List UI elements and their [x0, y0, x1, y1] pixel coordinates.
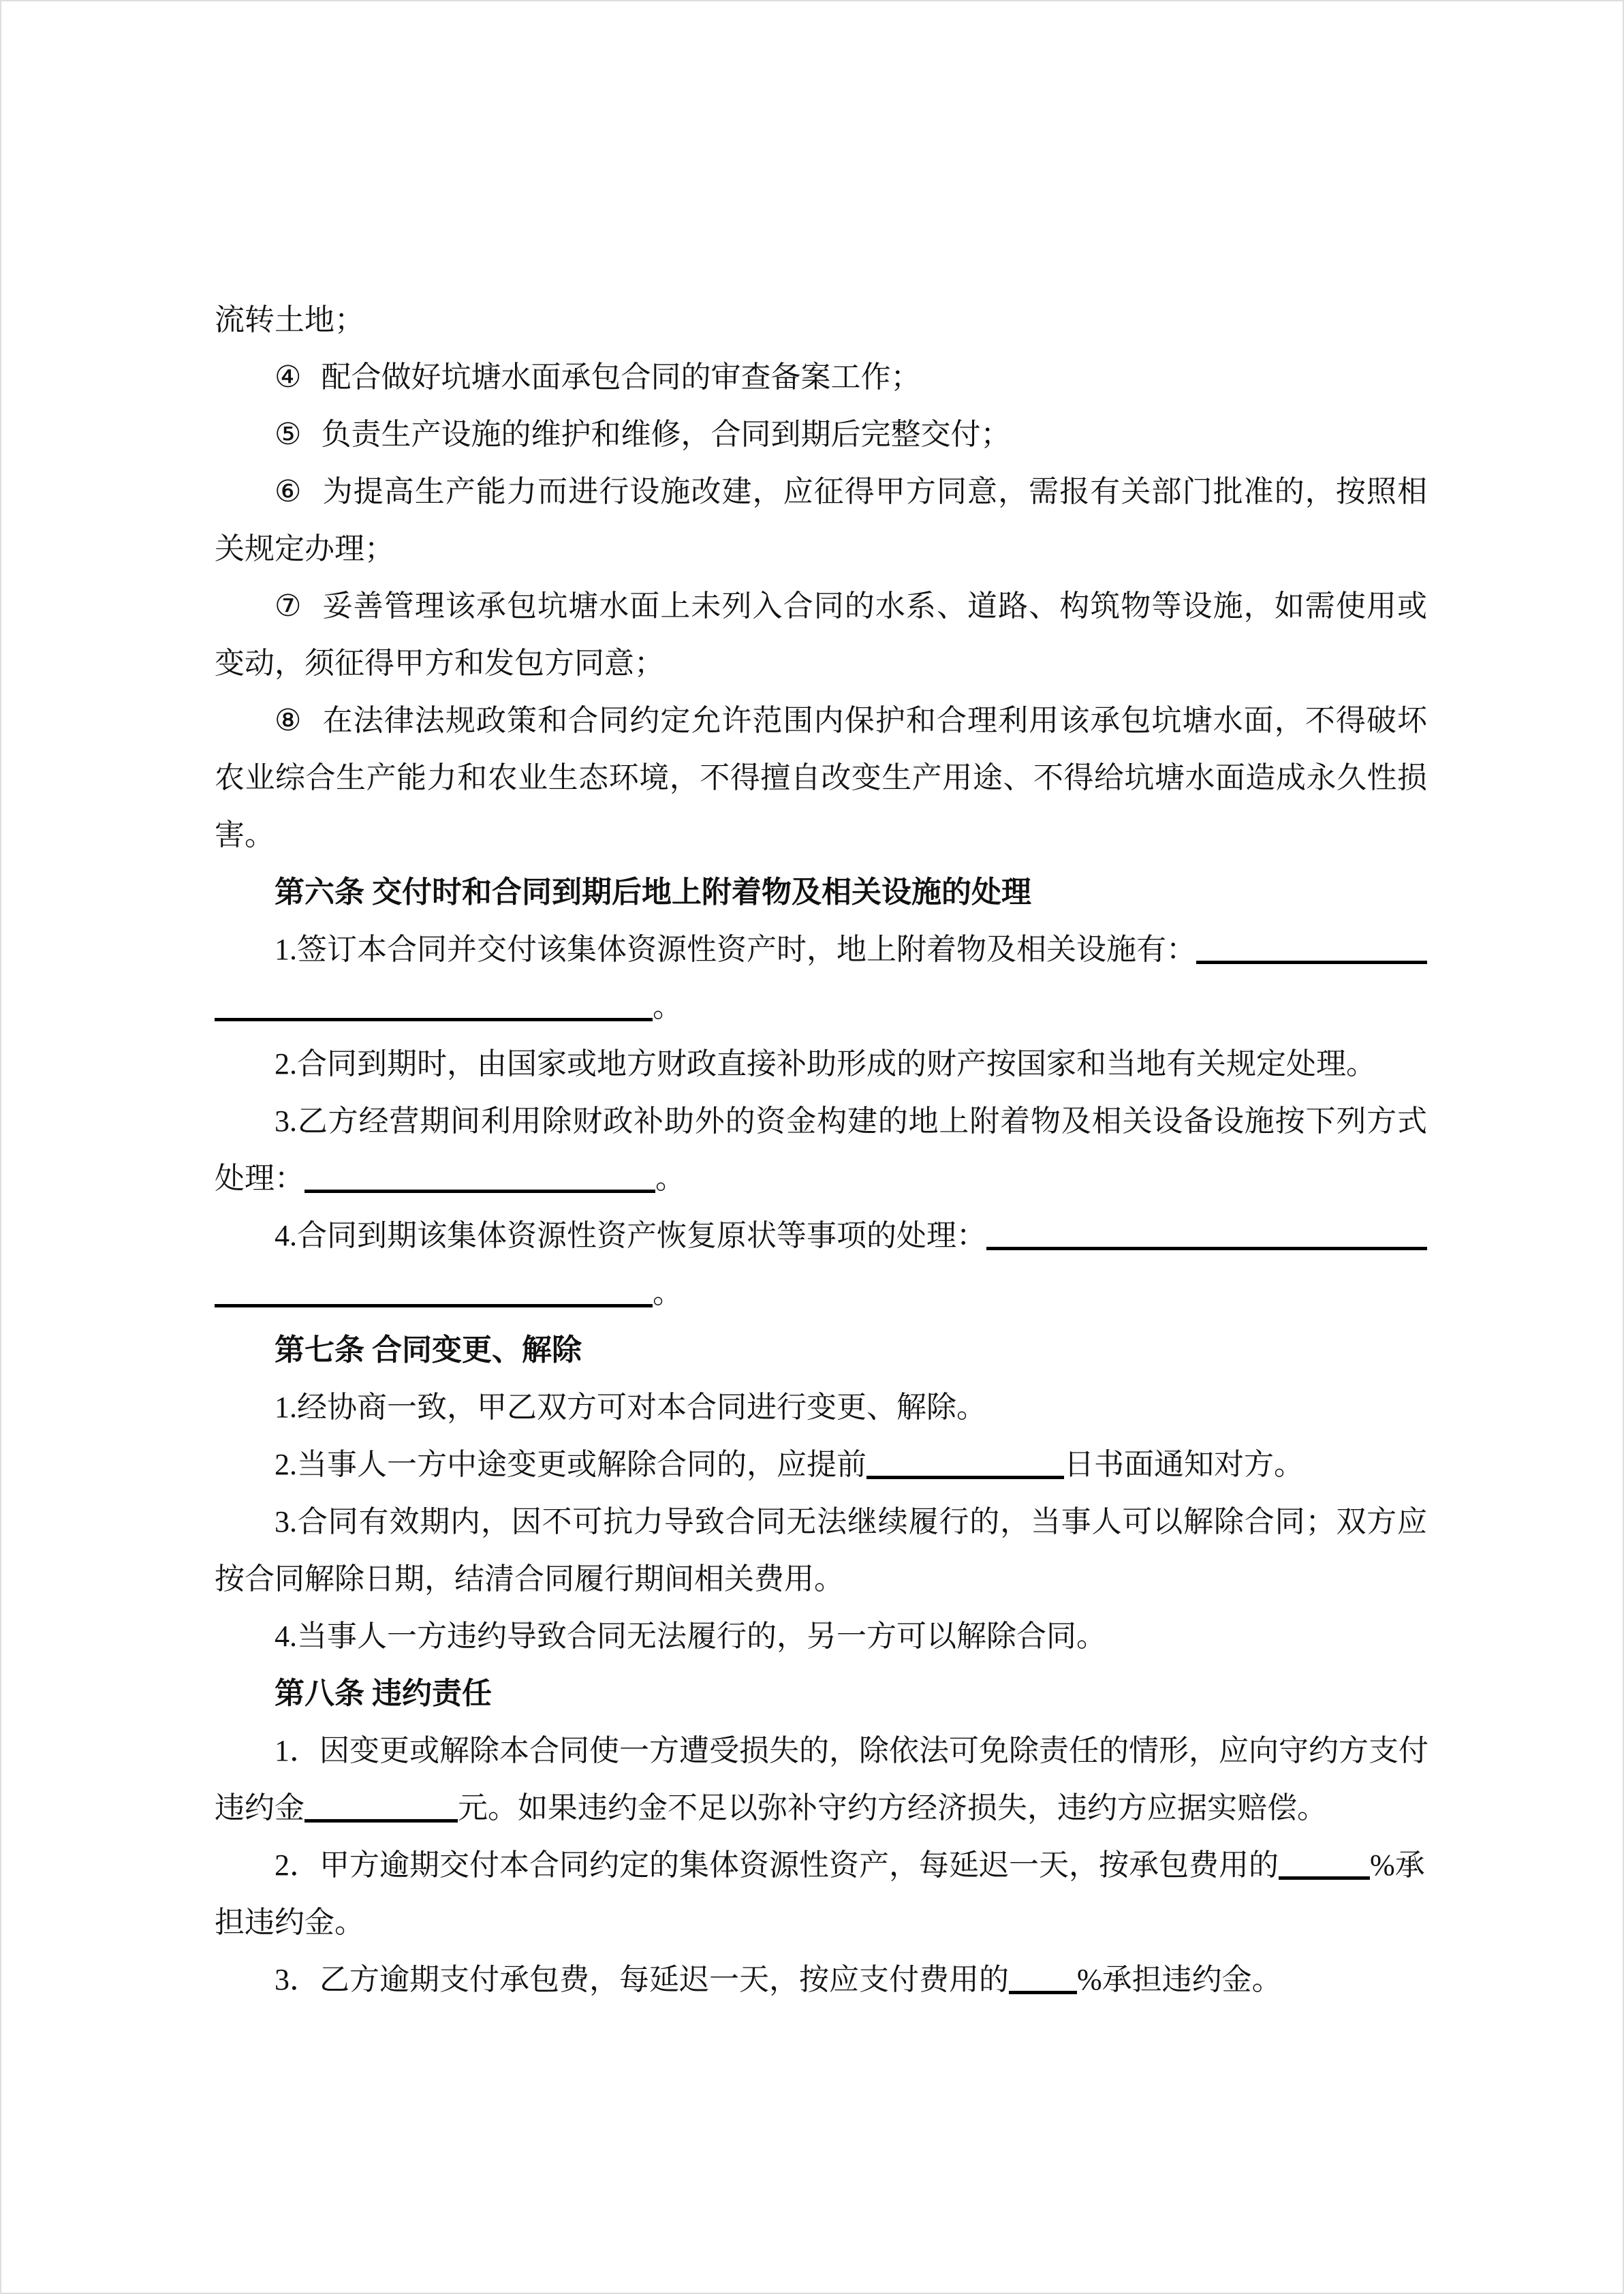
blank-field	[866, 1453, 1064, 1479]
section-heading	[215, 1322, 1427, 1379]
text-run: 妥善管理该承包坑塘水面上未列入合同的水系、道路、构筑物等设施，如需使用或	[322, 589, 1427, 623]
text-run: 4.合同到期该集体资源性资产恢复原状等事项的处理：	[275, 1219, 986, 1252]
text-run: 负责生产设施的维护和维修，合同到期后完整交付；	[321, 418, 1011, 451]
text-run: ⑧	[275, 704, 302, 737]
document-line	[215, 521, 1427, 578]
text-run: 1.经协商一致，甲乙双方可对本合同进行变更、解除。	[275, 1391, 986, 1424]
section-heading	[215, 1665, 1427, 1722]
text-run: ⑦	[275, 589, 302, 623]
document-line	[215, 1379, 1427, 1436]
text-run: 2．甲方逾期交付本合同约定的集体资源性资产，每延迟一天，按承包费用的	[275, 1848, 1279, 1882]
text-run: 为提高生产能力而进行设施改建，应征得甲方同意，需报有关部门批准的，按照相	[322, 475, 1427, 508]
text-run: 3．乙方逾期支付承包费，每延迟一天，按应支付费用的	[275, 1963, 1009, 1996]
text-run: 流转土地；	[215, 303, 364, 337]
text-run: 农业综合生产能力和农业生态环境，不得擅自改变生产用途、不得给坑塘水面造成永久性损	[215, 761, 1427, 794]
blank-field	[1279, 1853, 1370, 1880]
text-run: 。	[653, 990, 683, 1023]
document-line	[215, 1894, 1427, 1951]
document-line	[215, 292, 1427, 349]
document-line	[215, 1493, 1427, 1551]
document-line	[215, 1837, 1427, 1894]
text-run: 配合做好坑塘水面承包合同的审查备案工作；	[321, 360, 921, 394]
text-run: 在法律法规政策和合同约定允许范围内保护和合理利用该承包坑塘水面，不得破坏	[322, 704, 1427, 737]
document-line	[215, 807, 1427, 864]
text-run: 第七条 合同变更、解除	[275, 1333, 582, 1367]
blank-field	[215, 1281, 653, 1307]
text-run: 3.合同有效期内，因不可抗力导致合同无法继续履行的，当事人可以解除合同；双方应	[275, 1505, 1427, 1538]
text-run: 2.合同到期时，由国家或地方财政直接补助形成的财产按国家和当地有关规定处理。	[275, 1047, 1376, 1081]
text-run: %承	[1370, 1848, 1425, 1882]
text-run: %承担违约金。	[1077, 1963, 1282, 1996]
document-line	[215, 1551, 1427, 1608]
text-run: 关规定办理；	[215, 532, 394, 565]
document-line	[215, 635, 1427, 692]
text-run: 2.当事人一方中途变更或解除合同的，应提前	[275, 1448, 866, 1481]
text-run: 。	[653, 1276, 683, 1309]
document-line	[215, 1780, 1427, 1837]
document-line	[215, 349, 1427, 406]
text-run: 第六条 交付时和合同到期后地上附着物及相关设施的处理	[275, 875, 1031, 909]
text-run: 第八条 违约责任	[275, 1677, 492, 1710]
text-run: 处理：	[215, 1162, 304, 1195]
text-run: 害。	[215, 818, 275, 852]
document-line	[215, 1207, 1427, 1265]
text-run: 。	[655, 1162, 685, 1195]
blank-field	[1196, 937, 1427, 964]
document-line	[215, 978, 1427, 1036]
text-run: 3.乙方经营期间利用除财政补助外的资金构建的地上附着物及相关设备设施按下列方式	[275, 1104, 1427, 1138]
text-run: ④	[275, 360, 302, 394]
blank-field	[986, 1224, 1427, 1250]
document-line	[215, 1150, 1427, 1207]
document-line	[215, 749, 1427, 807]
document-line	[215, 463, 1427, 521]
document-line	[215, 1951, 1427, 2009]
document-line	[215, 578, 1427, 635]
blank-field	[304, 1166, 655, 1193]
document-line	[215, 406, 1427, 463]
text-run: 变动，须征得甲方和发包方同意；	[215, 647, 664, 680]
text-run: 违约金	[215, 1791, 304, 1825]
document-line	[215, 1036, 1427, 1093]
section-heading	[215, 864, 1427, 921]
text-run: 1．因变更或解除本合同使一方遭受损失的，除依法可免除责任的情形，应向守约方支付	[275, 1734, 1428, 1767]
blank-field	[215, 995, 653, 1021]
text-run: 日书面通知对方。	[1064, 1448, 1304, 1481]
document-line	[215, 1608, 1427, 1665]
document-line	[215, 1265, 1427, 1322]
text-run: 担违约金。	[215, 1906, 364, 1939]
document-line	[215, 692, 1427, 749]
text-run: ⑥	[275, 475, 302, 508]
document-line	[215, 1722, 1427, 1780]
blank-field	[1009, 1968, 1077, 1994]
text-run: 按合同解除日期，结清合同履行期间相关费用。	[215, 1562, 844, 1596]
text-run: 元。如果违约金不足以弥补守约方经济损失，违约方应据实赔偿。	[458, 1791, 1327, 1825]
document-line	[215, 1436, 1427, 1493]
document-line	[215, 921, 1427, 978]
text-run: 4.当事人一方违约导致合同无法履行的，另一方可以解除合同。	[275, 1619, 1106, 1653]
blank-field	[304, 1796, 458, 1823]
document-line	[215, 1093, 1427, 1150]
text-run: ⑤	[275, 418, 302, 451]
text-run: 1.签订本合同并交付该集体资源性资产时，地上附着物及相关设施有：	[275, 933, 1196, 966]
document-body	[215, 292, 1427, 2009]
